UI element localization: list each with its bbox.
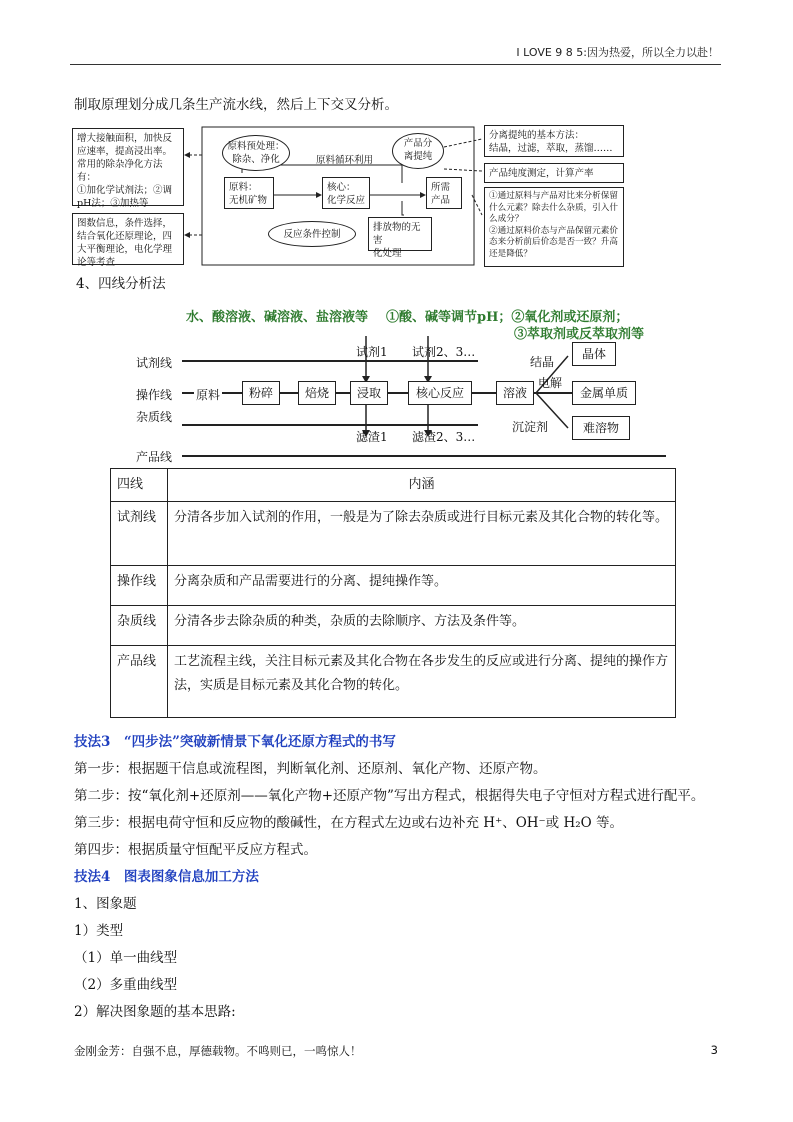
table-row	[111, 566, 676, 606]
right-mid-note: 产品纯度测定，计算产率	[484, 163, 624, 183]
four-lines-table	[110, 468, 676, 718]
table-cell: 分离杂质和产品需要进行的分离、提纯操作等。	[168, 566, 676, 606]
residue2-label: 滤渣2、3…	[412, 430, 476, 444]
table-header-cell: 内涵	[168, 469, 676, 502]
page-header: I LOVE 9 8 5:因为热爱，所以全力以赴！	[516, 46, 719, 59]
crystal-box: 晶体	[572, 342, 616, 366]
table-cell: 试剂线	[111, 502, 168, 566]
step-solution-box: 溶液	[496, 381, 534, 405]
raw-material-label: 原料	[196, 388, 221, 402]
table-header-row	[111, 469, 676, 502]
product-line-label: 产品线	[136, 450, 173, 464]
metal-box: 金属单质	[572, 381, 636, 405]
right-top-note: 分离提纯的基本方法： 结晶，过滤，萃取，蒸馏……	[484, 125, 624, 157]
left-bottom-note: 图数信息，条件选择，结合氧化还原理论，四大平衡理论，电化学理论等考查	[72, 213, 184, 265]
table-cell: 工艺流程主线，关注目标元素及其化合物在各步发生的反应或进行分离、提纯的操作方法，实质是目标元素及其化合物的转化。	[168, 646, 676, 718]
operation-line-label: 操作线	[136, 388, 173, 402]
process-analysis-diagram	[72, 125, 624, 267]
table-cell: 分清各步加入试剂的作用，一般是为了除去杂质或进行目标元素及其化合物的转化等。	[168, 502, 676, 566]
tech4-line: （1）单一曲线型	[74, 950, 178, 966]
tech3-step3: 第三步：根据电荷守恒和反应物的酸碱性，在方程式左边或右边补充 H⁺、OH⁻或 H₂O 等。	[74, 815, 623, 831]
crystallize-label: 结晶	[530, 355, 555, 369]
table-row	[111, 502, 676, 566]
intro-text: 制取原理划分成几条生产流水线，然后上下交叉分析。	[74, 97, 398, 113]
reagent1-label: 试剂1	[356, 345, 388, 359]
residue1-label: 滤渣1	[356, 430, 388, 444]
right-bottom-note: ①通过原料与产品对比来分析保留什么元素？除去什么杂质，引入什么成分？ ②通过原料价态与产品保留元素价态来分析前后价态是否一致？升高还是降低？	[484, 187, 624, 267]
step-leach-box: 浸取	[350, 381, 388, 405]
step-crush-box: 粉碎	[242, 381, 280, 405]
tech4-line: （2）多重曲线型	[74, 977, 178, 993]
reagent2-label: 试剂2、3…	[412, 345, 476, 359]
product-box: 所需 产品	[426, 177, 462, 209]
four-line-diagram	[136, 298, 676, 466]
tech4-line: 1、图象题	[74, 896, 137, 912]
reagent-text-2: ①酸、碱等调节pH；②氧化剂或还原剂；	[386, 310, 629, 325]
table-cell: 杂质线	[111, 606, 168, 646]
table-cell: 产品线	[111, 646, 168, 718]
table-cell: 分清各步去除杂质的种类，杂质的去除顺序、方法及条件等。	[168, 606, 676, 646]
tech4-line: 2）解决图象题的基本思路:	[74, 1004, 236, 1020]
waste-treatment-box: 排放物的无害 化处理	[368, 217, 432, 251]
reagent-text-1: 水、酸溶液、碱溶液、盐溶液等	[186, 310, 369, 325]
footer-motto: 金刚金芳：自强不息，厚德载物。不鸣则已，一鸣惊人！	[74, 1044, 362, 1058]
insoluble-box: 难溶物	[572, 416, 630, 440]
table-row	[111, 606, 676, 646]
table-header-cell: 四线	[111, 469, 168, 502]
step-core-reaction-box: 核心反应	[408, 381, 472, 405]
header-divider	[70, 64, 721, 65]
tech3-step2: 第二步：按“氧化剂+还原剂——氧化产物+还原产物”写出方程式，根据得失电子守恒对方程式进行配平。	[74, 788, 705, 804]
product-separation-oval: 产品分 离提纯	[392, 133, 444, 169]
impurity-line-label: 杂质线	[136, 410, 173, 424]
left-top-note: 增大接触面积，加快反应速率，提高浸出率。 常用的除杂净化方法有： ①加化学试剂法；②调pH法；③加热等	[72, 128, 184, 206]
condition-control-oval: 反应条件控制	[268, 221, 356, 247]
tech4-title: 技法4 图表图象信息加工方法	[74, 869, 259, 885]
tech3-title: 技法3 “四步法”突破新情景下氧化还原方程式的书写	[74, 734, 396, 750]
core-reaction-box: 核心： 化学反应	[322, 177, 370, 209]
table-cell: 操作线	[111, 566, 168, 606]
step-roast-box: 焙烧	[298, 381, 336, 405]
precipitant-label: 沉淀剂	[512, 420, 549, 434]
reagent-line-label: 试剂线	[136, 356, 173, 370]
electrolysis-label: 电解	[538, 376, 563, 390]
section4-title: 4、四线分析法	[76, 276, 166, 292]
tech4-line: 1）类型	[74, 923, 124, 939]
pretreat-oval: 原料预处理： 除杂、净化	[222, 135, 290, 171]
reagent-text-3: ③萃取剂或反萃取剂等	[514, 327, 645, 342]
tech3-step1: 第一步：根据题干信息或流程图，判断氧化剂、还原剂、氧化产物、还原产物。	[74, 761, 547, 777]
table-row	[111, 646, 676, 718]
page-number: 3	[710, 1043, 718, 1057]
raw-material-box: 原料： 无机矿物	[224, 177, 274, 209]
tech3-step4: 第四步：根据质量守恒配平反应方程式。	[74, 842, 317, 858]
recycle-label: 原料循环利用	[316, 155, 374, 166]
